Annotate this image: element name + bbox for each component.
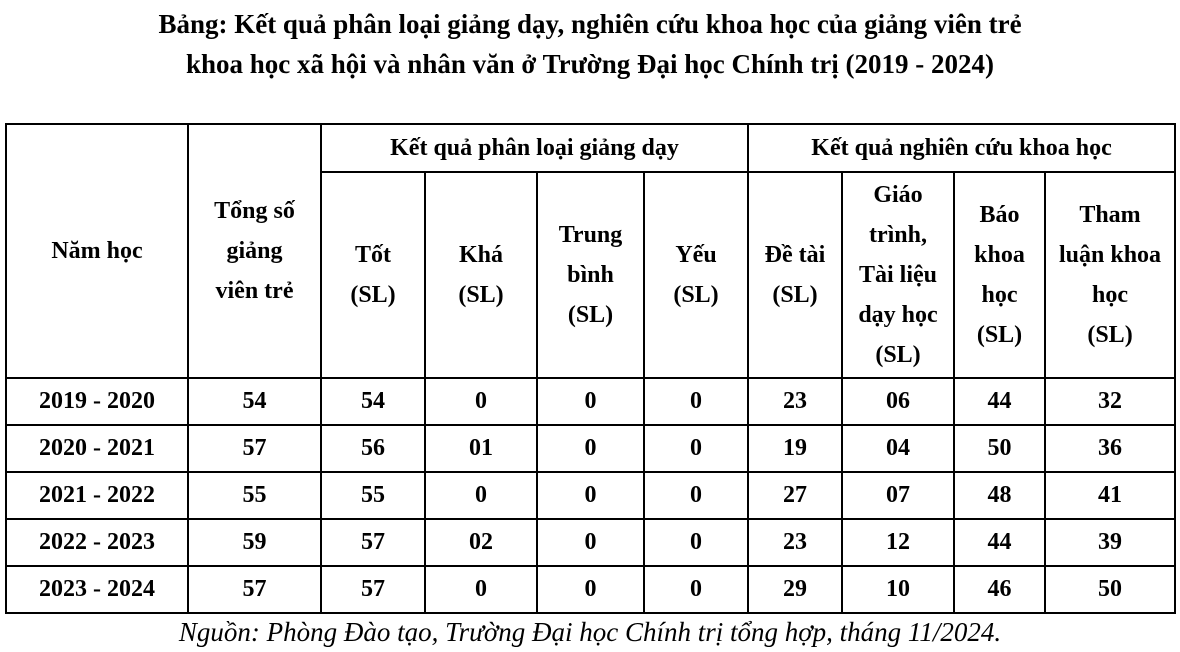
value-cell: 0 bbox=[425, 378, 537, 425]
sub-header-line: Khá bbox=[458, 242, 503, 268]
table-body bbox=[6, 378, 1175, 613]
value-cell: 02 bbox=[425, 519, 537, 566]
value-cell: 57 bbox=[188, 566, 321, 613]
value-cell: 23 bbox=[748, 378, 842, 425]
value-cell: 50 bbox=[954, 425, 1045, 472]
value-cell: 57 bbox=[321, 519, 425, 566]
sub-header-line: Trung bbox=[558, 222, 623, 248]
table-row bbox=[6, 425, 1175, 472]
value-cell: 54 bbox=[321, 378, 425, 425]
header-year: Năm học bbox=[6, 124, 188, 378]
sub-header-line: Yếu bbox=[675, 242, 717, 268]
sub-header-cell bbox=[321, 172, 425, 378]
value-cell: 57 bbox=[188, 425, 321, 472]
value-cell: 56 bbox=[321, 425, 425, 472]
value-cell: 0 bbox=[644, 425, 748, 472]
header-total-line: Tổng số bbox=[214, 198, 295, 224]
value-cell: 54 bbox=[188, 378, 321, 425]
results-table bbox=[5, 123, 1176, 614]
value-cell: 36 bbox=[1045, 425, 1175, 472]
sub-header-line: (SL) bbox=[976, 322, 1023, 348]
sub-header-line: (SL) bbox=[567, 302, 614, 328]
header-total-lecturers bbox=[188, 124, 321, 378]
value-cell: 44 bbox=[954, 519, 1045, 566]
value-cell: 0 bbox=[425, 472, 537, 519]
year-cell: 2021 - 2022 bbox=[6, 472, 188, 519]
value-cell: 01 bbox=[425, 425, 537, 472]
sub-header-line: khoa bbox=[974, 242, 1025, 268]
table-title-line-1: Bảng: Kết quả phân loại giảng dạy, nghiên cứu khoa học của giảng viên trẻ bbox=[158, 9, 1022, 39]
table-row bbox=[6, 566, 1175, 613]
sub-header-line: Báo bbox=[979, 202, 1020, 228]
sub-header-line: dạy học bbox=[858, 302, 938, 328]
sub-header-line: (SL) bbox=[458, 282, 504, 308]
sub-header-line: bình bbox=[567, 262, 614, 288]
sub-header-line: (SL) bbox=[875, 342, 921, 368]
sub-header-line: Giáo bbox=[873, 182, 923, 208]
table-row bbox=[6, 472, 1175, 519]
sub-header-cell bbox=[748, 172, 842, 378]
value-cell: 29 bbox=[748, 566, 842, 613]
value-cell: 23 bbox=[748, 519, 842, 566]
value-cell: 27 bbox=[748, 472, 842, 519]
sub-header-line: học bbox=[1092, 282, 1129, 308]
value-cell: 06 bbox=[842, 378, 954, 425]
header-research-results: Kết quả nghiên cứu khoa học bbox=[748, 124, 1175, 172]
value-cell: 0 bbox=[537, 472, 644, 519]
sub-header-cell bbox=[842, 172, 954, 378]
sub-header-cell bbox=[425, 172, 537, 378]
value-cell: 0 bbox=[425, 566, 537, 613]
value-cell: 59 bbox=[188, 519, 321, 566]
source-note: Nguồn: Phòng Đào tạo, Trường Đại học Chính trị tổng hợp, tháng 11/2024. bbox=[178, 617, 1002, 647]
value-cell: 07 bbox=[842, 472, 954, 519]
sub-header-line: (SL) bbox=[772, 282, 818, 308]
value-cell: 44 bbox=[954, 378, 1045, 425]
table-title bbox=[0, 4, 1180, 84]
sub-header-line: Tốt bbox=[355, 242, 391, 268]
year-cell: 2020 - 2021 bbox=[6, 425, 188, 472]
header-total-line: giảng bbox=[226, 238, 283, 264]
sub-header-line: học bbox=[981, 282, 1018, 308]
value-cell: 0 bbox=[644, 378, 748, 425]
value-cell: 0 bbox=[537, 378, 644, 425]
sub-header-line: luận khoa bbox=[1058, 242, 1162, 268]
header-teaching-results: Kết quả phân loại giảng dạy bbox=[321, 124, 748, 172]
value-cell: 0 bbox=[537, 519, 644, 566]
sub-header-cell bbox=[537, 172, 644, 378]
value-cell: 55 bbox=[321, 472, 425, 519]
sub-header-line: Đề tài bbox=[764, 242, 826, 268]
table-row bbox=[6, 519, 1175, 566]
sub-header-cell bbox=[1045, 172, 1175, 378]
value-cell: 0 bbox=[644, 472, 748, 519]
value-cell: 0 bbox=[537, 566, 644, 613]
year-cell: 2023 - 2024 bbox=[6, 566, 188, 613]
value-cell: 46 bbox=[954, 566, 1045, 613]
value-cell: 41 bbox=[1045, 472, 1175, 519]
sub-header-line: Tham bbox=[1079, 202, 1141, 228]
table-title-line-2: khoa học xã hội và nhân văn ở Trường Đại học Chính trị (2019 - 2024) bbox=[186, 49, 994, 79]
value-cell: 48 bbox=[954, 472, 1045, 519]
value-cell: 39 bbox=[1045, 519, 1175, 566]
sub-header-line: (SL) bbox=[1087, 322, 1133, 348]
value-cell: 50 bbox=[1045, 566, 1175, 613]
sub-header-line: (SL) bbox=[350, 282, 396, 308]
value-cell: 04 bbox=[842, 425, 954, 472]
sub-header-line: Tài liệu bbox=[858, 262, 937, 288]
value-cell: 55 bbox=[188, 472, 321, 519]
table-row bbox=[6, 378, 1175, 425]
value-cell: 0 bbox=[537, 425, 644, 472]
value-cell: 0 bbox=[644, 519, 748, 566]
value-cell: 57 bbox=[321, 566, 425, 613]
value-cell: 10 bbox=[842, 566, 954, 613]
sub-header-cell bbox=[954, 172, 1045, 378]
value-cell: 0 bbox=[644, 566, 748, 613]
sub-header-cell bbox=[644, 172, 748, 378]
value-cell: 19 bbox=[748, 425, 842, 472]
year-cell: 2022 - 2023 bbox=[6, 519, 188, 566]
value-cell: 12 bbox=[842, 519, 954, 566]
sub-header-line: (SL) bbox=[673, 282, 719, 308]
header-total-line: viên trẻ bbox=[215, 278, 294, 304]
year-cell: 2019 - 2020 bbox=[6, 378, 188, 425]
sub-header-line: trình, bbox=[868, 222, 927, 248]
value-cell: 32 bbox=[1045, 378, 1175, 425]
